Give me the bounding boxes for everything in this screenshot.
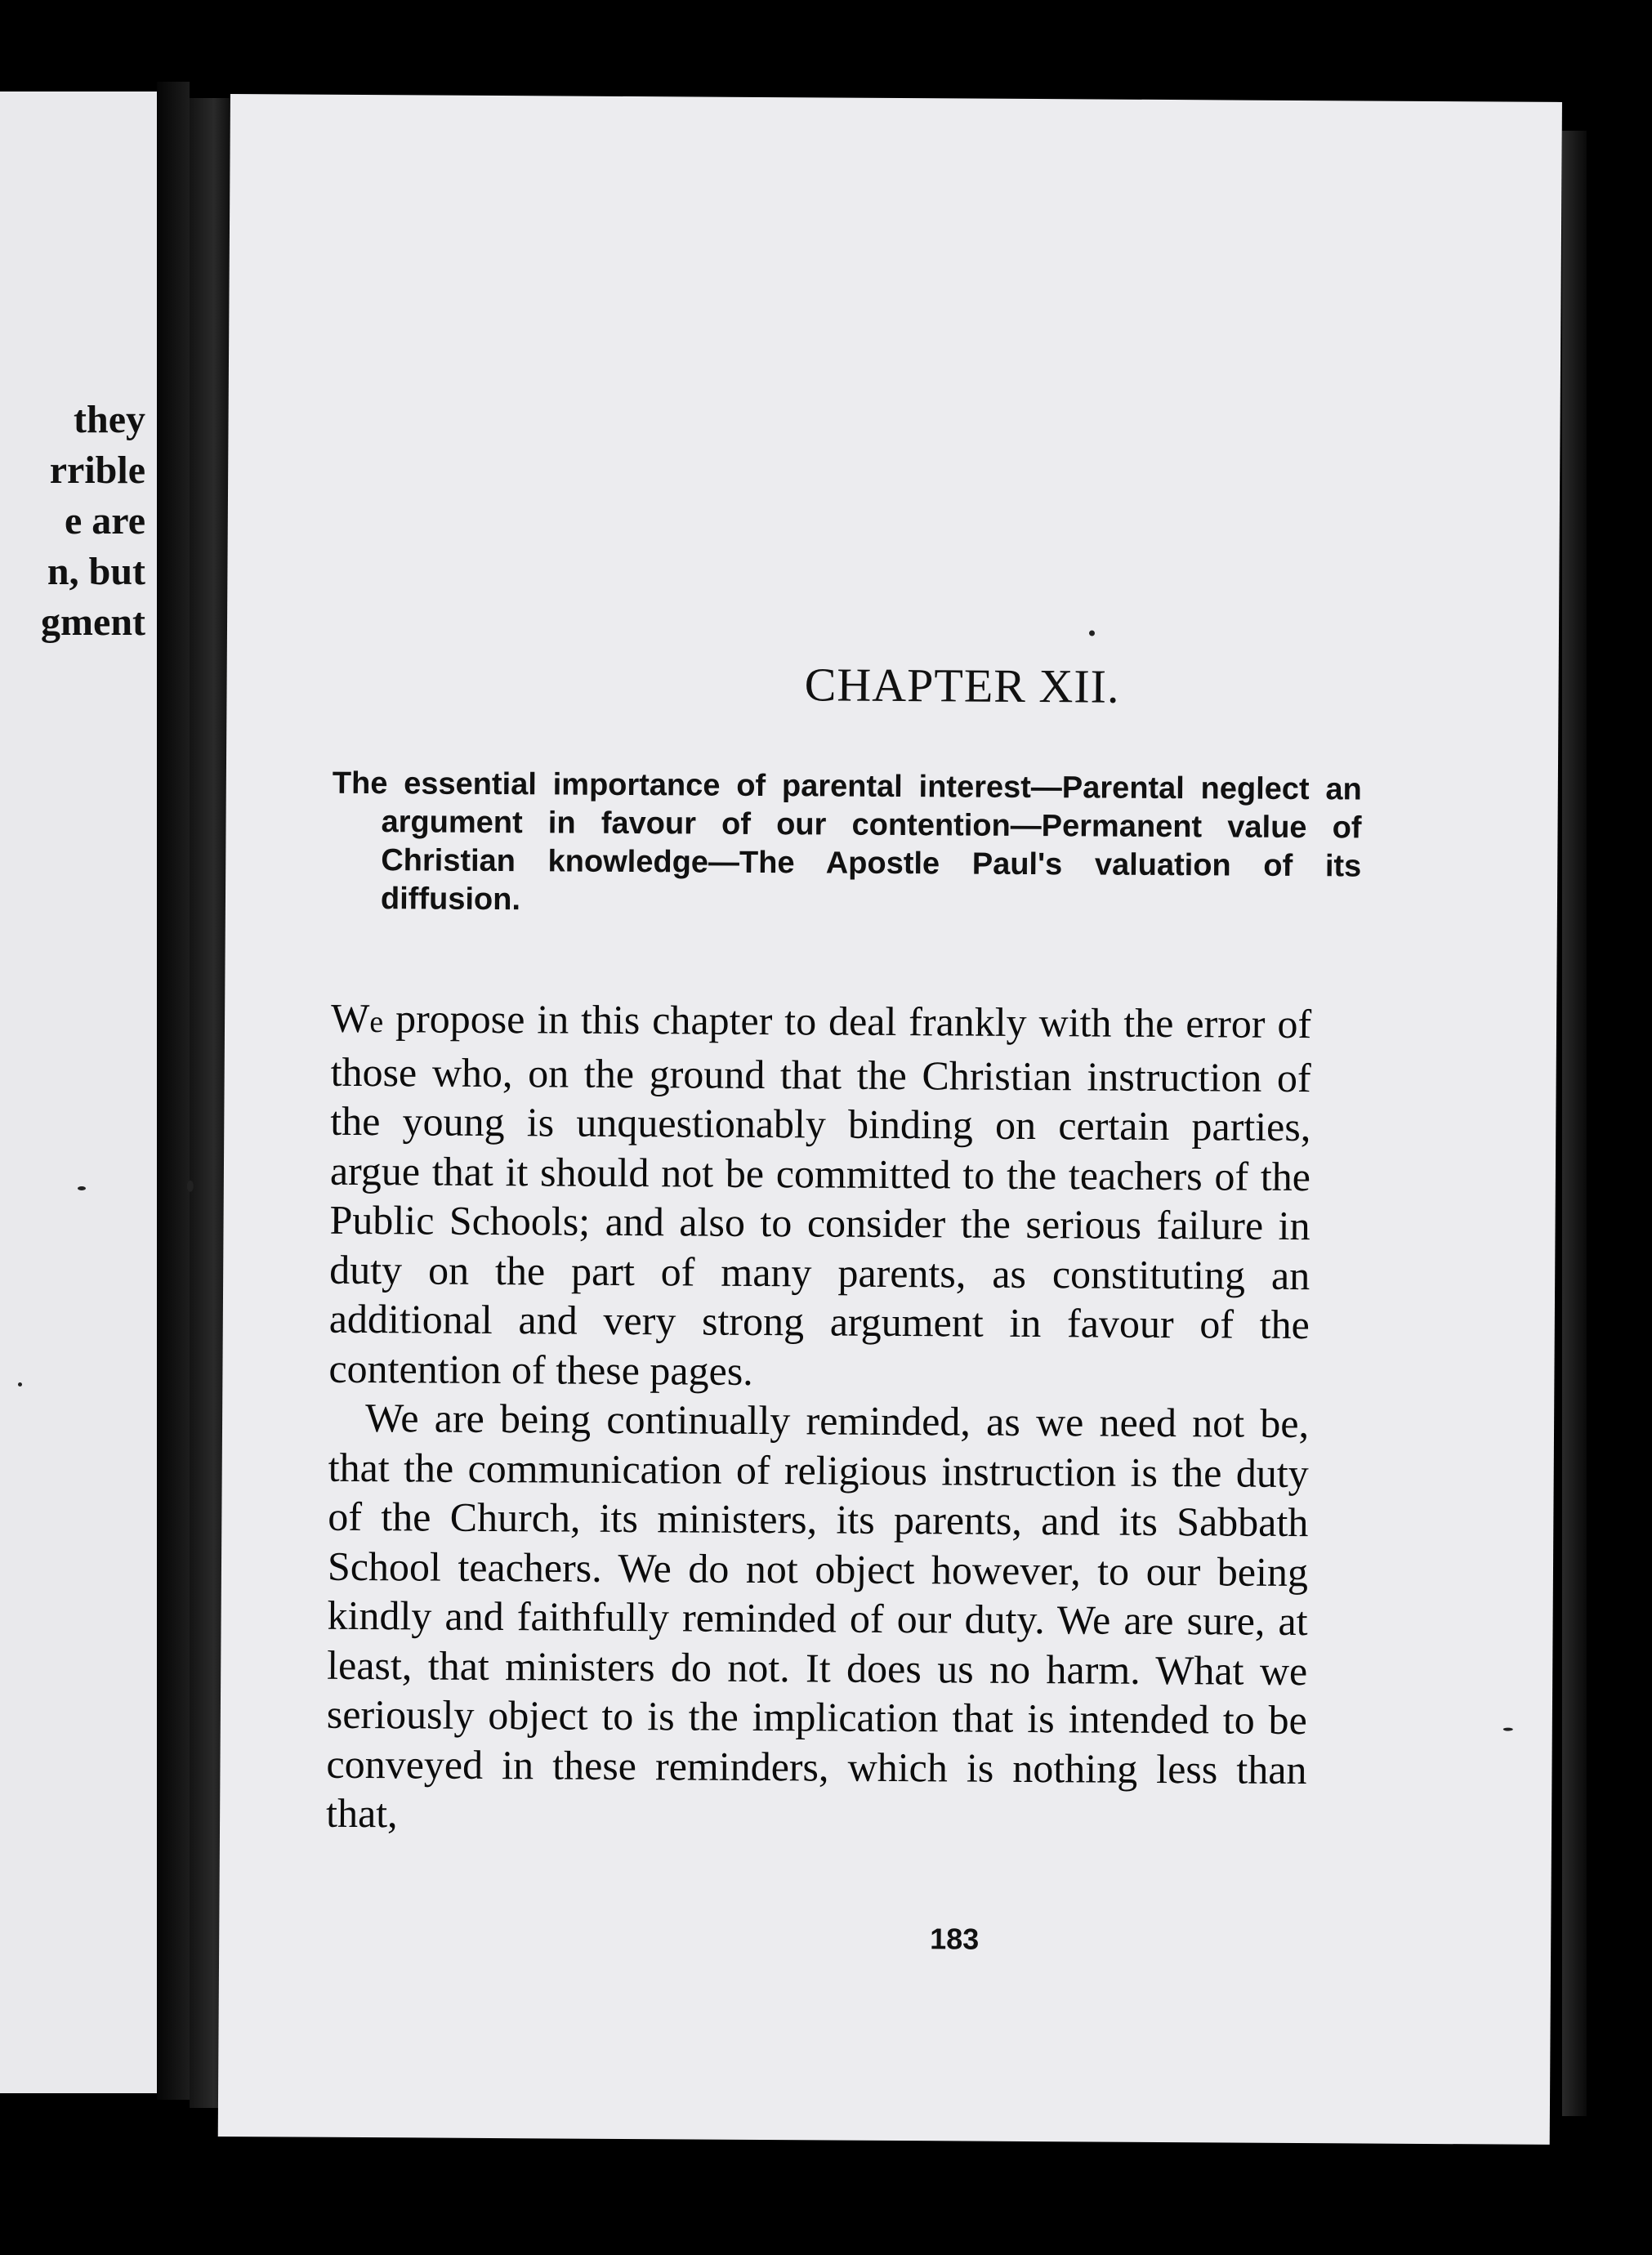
dust-speck: [1503, 1728, 1513, 1731]
dust-speck: [18, 1382, 22, 1386]
chapter-title: CHAPTER XII.: [804, 658, 1120, 713]
page-number: 183: [930, 1922, 980, 1956]
book-page: [218, 94, 1562, 2145]
paragraph-text: propose in this chapter to deal frankly with the error of those who, on the ground that the Christian instruction of the young is unquestionably binding on certain parties, argue that it should not be committed to the teachers of the Public Schools; and also to consider the serious failure in duty on the part of many parents, as constituting an additional and very strong argument in favour of the contention of these pages.: [328, 995, 1312, 1394]
dust-speck: [187, 1181, 194, 1192]
body-paragraph: We are being continually reminded, as we need not be, that the communication of religious instruction is the duty of the Church, its ministers, its parents, and its Sabbath School teachers. We do not object however, to our being kindly and faithfully reminded of our duty. We are sure, at least, that ministers do not. It does us no harm. What we seriously object to is the implication that is intended to be conveyed in these reminders, which is nothing less than that,: [325, 1395, 1310, 1837]
left-page-text-fragment: gment: [41, 601, 145, 644]
chapter-body: [326, 994, 1311, 1844]
left-page-text-fragment: e are: [64, 499, 145, 543]
dust-speck: [78, 1186, 86, 1190]
left-page-text-fragment: rrible: [49, 449, 145, 492]
left-page-text-fragment: they: [74, 398, 145, 441]
left-page-edge: [157, 82, 190, 2100]
paragraph-lead-smallcap: e: [369, 1005, 384, 1040]
left-page-text-fragment: n, but: [47, 550, 145, 593]
chapter-synopsis: The essential importance of parental interest—Parental neglect an argument in favour of our contention—Permanent value of Christian knowledge—The Apostle Paul's valuation of its diffusion.: [332, 766, 1362, 918]
body-paragraph: [328, 994, 1311, 1399]
paragraph-lead-initial: W: [330, 994, 370, 1042]
dust-speck: [1089, 630, 1095, 636]
right-page-edge: [1562, 131, 1587, 2116]
left-facing-page: [0, 92, 157, 2093]
